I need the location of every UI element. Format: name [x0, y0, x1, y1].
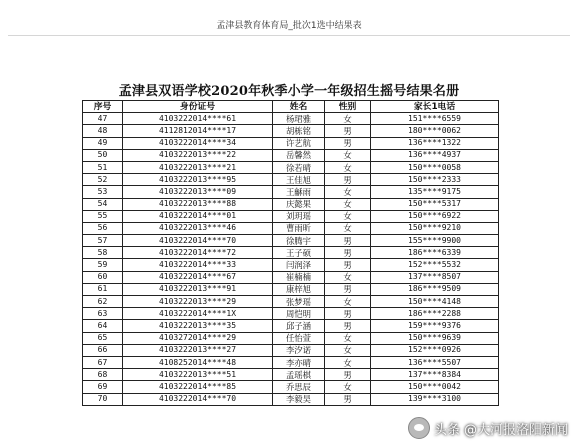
cell-gender: 女 — [325, 344, 371, 356]
cell-parent-phone: 137****8384 — [371, 369, 499, 381]
cell-id-number: 4103222014****1X — [123, 308, 273, 320]
table-row — [83, 113, 499, 125]
cell-parent-phone: 186****2288 — [371, 308, 499, 320]
cell-name: 李汐诺 — [273, 344, 325, 356]
cell-gender: 男 — [325, 308, 371, 320]
cell-parent-phone: 155****9900 — [371, 235, 499, 247]
table-row — [83, 259, 499, 271]
cell-parent-phone: 136****1322 — [371, 137, 499, 149]
cell-gender: 女 — [325, 210, 371, 222]
cell-parent-phone: 136****4937 — [371, 149, 499, 161]
table-row — [83, 381, 499, 393]
cell-id-number: 4103222014****85 — [123, 381, 273, 393]
cell-parent-phone: 150****9210 — [371, 222, 499, 234]
watermark-prefix: 头条 — [433, 422, 460, 438]
table-row — [83, 235, 499, 247]
cell-id-number: 4112812014****17 — [123, 125, 273, 137]
cell-parent-phone: 180****0062 — [371, 125, 499, 137]
cell-index: 50 — [83, 149, 123, 161]
column-header-name: 姓名 — [273, 101, 325, 113]
cell-name: 王龢雨 — [273, 186, 325, 198]
table-row — [83, 186, 499, 198]
cell-gender: 女 — [325, 222, 371, 234]
cell-index: 59 — [83, 259, 123, 271]
admission-results-table — [82, 100, 499, 406]
cell-parent-phone: 151****6559 — [371, 113, 499, 125]
cell-gender: 男 — [325, 393, 371, 405]
cell-index: 69 — [83, 381, 123, 393]
cell-index: 62 — [83, 296, 123, 308]
table-row — [83, 222, 499, 234]
cell-index: 66 — [83, 344, 123, 356]
cell-id-number: 4103222013****21 — [123, 161, 273, 173]
cell-name: 刘玥瑶 — [273, 210, 325, 222]
cell-name: 杨珺雅 — [273, 113, 325, 125]
cell-id-number: 4103222013****46 — [123, 222, 273, 234]
cell-index: 64 — [83, 320, 123, 332]
cell-name: 王子硕 — [273, 247, 325, 259]
cell-name: 李毅昊 — [273, 393, 325, 405]
table-row — [83, 149, 499, 161]
cell-id-number: 4103222013****27 — [123, 344, 273, 356]
table-row — [83, 308, 499, 320]
cell-index: 49 — [83, 137, 123, 149]
cell-id-number: 4103222014****67 — [123, 271, 273, 283]
column-header-id-number: 身份证号 — [123, 101, 273, 113]
table-row — [83, 296, 499, 308]
table-row — [83, 137, 499, 149]
cell-index: 51 — [83, 161, 123, 173]
cell-index: 63 — [83, 308, 123, 320]
cell-id-number: 4103222013****09 — [123, 186, 273, 198]
cell-index: 58 — [83, 247, 123, 259]
cell-id-number: 4103222014****72 — [123, 247, 273, 259]
cell-name: 张梦瑶 — [273, 296, 325, 308]
table-row — [83, 393, 499, 405]
cell-gender: 女 — [325, 161, 371, 173]
cell-gender: 女 — [325, 296, 371, 308]
cell-id-number: 4103222014****34 — [123, 137, 273, 149]
cell-id-number: 4103222014****61 — [123, 113, 273, 125]
table-row — [83, 210, 499, 222]
cell-name: 崔楠楠 — [273, 271, 325, 283]
table-row — [83, 161, 499, 173]
cell-index: 60 — [83, 271, 123, 283]
table-header-row — [83, 101, 499, 113]
cell-index: 53 — [83, 186, 123, 198]
cell-index: 57 — [83, 235, 123, 247]
cell-parent-phone: 150****2333 — [371, 174, 499, 186]
cell-parent-phone: 150****4148 — [371, 296, 499, 308]
toutiao-logo-icon — [408, 417, 430, 439]
cell-id-number: 4103222014****70 — [123, 235, 273, 247]
cell-parent-phone: 150****6922 — [371, 210, 499, 222]
cell-gender: 女 — [325, 381, 371, 393]
cell-name: 许艺航 — [273, 137, 325, 149]
cell-index: 67 — [83, 356, 123, 368]
cell-id-number: 4103272014****29 — [123, 332, 273, 344]
cell-name: 王佳旭 — [273, 174, 325, 186]
cell-name: 李亦晴 — [273, 356, 325, 368]
cell-id-number: 4103222013****91 — [123, 283, 273, 295]
cell-id-number: 4103222013****29 — [123, 296, 273, 308]
cell-gender: 女 — [325, 332, 371, 344]
cell-gender: 男 — [325, 369, 371, 381]
cell-index: 55 — [83, 210, 123, 222]
cell-name: 乔思辰 — [273, 381, 325, 393]
cell-id-number: 4103222013****88 — [123, 198, 273, 210]
cell-index: 52 — [83, 174, 123, 186]
column-header-parent-phone: 家长1电话 — [371, 101, 499, 113]
table-row — [83, 344, 499, 356]
cell-gender: 男 — [325, 283, 371, 295]
cell-index: 70 — [83, 393, 123, 405]
cell-gender: 女 — [325, 186, 371, 198]
cell-parent-phone: 150****9639 — [371, 332, 499, 344]
table-row — [83, 320, 499, 332]
cell-index: 56 — [83, 222, 123, 234]
cell-parent-phone: 136****5507 — [371, 356, 499, 368]
cell-id-number: 4103222014****01 — [123, 210, 273, 222]
cell-gender: 女 — [325, 271, 371, 283]
table-row — [83, 125, 499, 137]
cell-parent-phone: 139****3100 — [371, 393, 499, 405]
cell-gender: 女 — [325, 113, 371, 125]
cell-name: 孟瑶棋 — [273, 369, 325, 381]
cell-gender: 女 — [325, 149, 371, 161]
table-row — [83, 198, 499, 210]
cell-name: 岳馨然 — [273, 149, 325, 161]
cell-gender: 男 — [325, 125, 371, 137]
column-header-gender: 性别 — [325, 101, 371, 113]
cell-parent-phone: 186****6339 — [371, 247, 499, 259]
cell-index: 61 — [83, 283, 123, 295]
cell-index: 68 — [83, 369, 123, 381]
cell-name: 徐腾宇 — [273, 235, 325, 247]
cell-gender: 女 — [325, 198, 371, 210]
watermark-text: @大河报洛阳新闻 — [463, 422, 568, 438]
cell-parent-phone: 152****0926 — [371, 344, 499, 356]
cell-name: 徐若晴 — [273, 161, 325, 173]
cell-id-number: 4103222013****22 — [123, 149, 273, 161]
cell-id-number: 4103222014****70 — [123, 393, 273, 405]
cell-name: 胡栋铭 — [273, 125, 325, 137]
cell-parent-phone: 150****0058 — [371, 161, 499, 173]
cell-parent-phone: 135****9175 — [371, 186, 499, 198]
cell-index: 47 — [83, 113, 123, 125]
cell-gender: 男 — [325, 320, 371, 332]
table-row — [83, 369, 499, 381]
cell-gender: 男 — [325, 137, 371, 149]
cell-name: 邱子涵 — [273, 320, 325, 332]
cell-parent-phone: 137****8507 — [371, 271, 499, 283]
cell-gender: 男 — [325, 259, 371, 271]
header-divider — [8, 35, 570, 36]
table-row — [83, 356, 499, 368]
table-row — [83, 247, 499, 259]
cell-id-number: 4103222013****51 — [123, 369, 273, 381]
cell-id-number: 4108252014****48 — [123, 356, 273, 368]
cell-index: 48 — [83, 125, 123, 137]
cell-parent-phone: 186****9509 — [371, 283, 499, 295]
cell-id-number: 4103222013****95 — [123, 174, 273, 186]
source-watermark — [408, 417, 568, 439]
table-row — [83, 332, 499, 344]
cell-parent-phone: 150****0042 — [371, 381, 499, 393]
cell-name: 闫润泽 — [273, 259, 325, 271]
cell-gender: 男 — [325, 174, 371, 186]
column-header-index: 序号 — [83, 101, 123, 113]
cell-gender: 男 — [325, 235, 371, 247]
cell-index: 65 — [83, 332, 123, 344]
cell-id-number: 4103222014****33 — [123, 259, 273, 271]
document-title: 孟津县双语学校2020年秋季小学一年级招生摇号结果名册 — [118, 84, 460, 99]
cell-name: 庆懿果 — [273, 198, 325, 210]
table-body — [83, 113, 499, 406]
cell-parent-phone: 152****5532 — [371, 259, 499, 271]
cell-name: 周恺明 — [273, 308, 325, 320]
cell-parent-phone: 159****9376 — [371, 320, 499, 332]
cell-parent-phone: 150****5317 — [371, 198, 499, 210]
table-row — [83, 271, 499, 283]
cell-name: 任怡萱 — [273, 332, 325, 344]
cell-index: 54 — [83, 198, 123, 210]
table-row — [83, 283, 499, 295]
cell-gender: 男 — [325, 247, 371, 259]
table-row — [83, 174, 499, 186]
cell-name: 康梓旭 — [273, 283, 325, 295]
page-header-caption: 孟津县教育体育局_批次1选中结果表 — [216, 21, 362, 31]
cell-name: 曹雨昕 — [273, 222, 325, 234]
cell-id-number: 4103222013****35 — [123, 320, 273, 332]
cell-gender: 女 — [325, 356, 371, 368]
